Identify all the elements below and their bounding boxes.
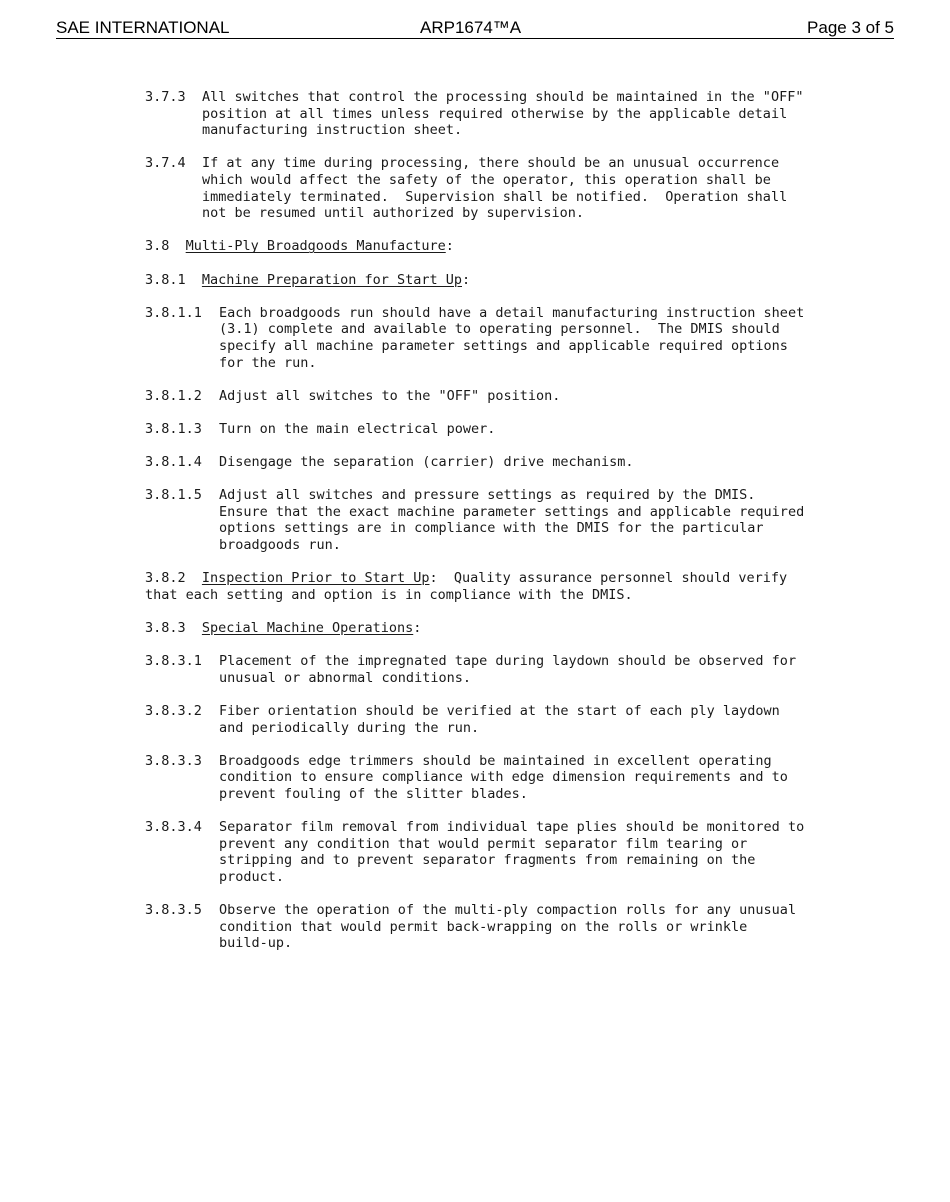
section-text: : [413, 620, 422, 636]
page-header [56, 17, 894, 39]
section-3-8-3-3 [145, 753, 845, 803]
section-3-8 [145, 238, 845, 255]
section-text: Adjust all switches to the "OFF" position. [219, 387, 561, 404]
section-3-8-3-5 [145, 902, 845, 952]
section-text: Each broadgoods run should have a detail manufacturing instruction sheet (3.1) complete and available to operating personnel. The DMIS should specify all machine parameter settings and applicable required options for the run. [219, 304, 805, 371]
section-number: 3.8 [145, 238, 170, 255]
section-number: 3.8.3.3 [145, 752, 202, 769]
section-3-8-1-5 [145, 487, 845, 553]
section-3-8-3-2 [145, 703, 845, 736]
section-number: 3.8.2 [145, 570, 186, 587]
section-3-7-4 [145, 155, 845, 221]
section-number: 3.8.1.3 [145, 420, 202, 437]
section-3-8-1-4 [145, 454, 845, 471]
section-number: 3.8.3.2 [145, 702, 202, 719]
section-number: 3.8.3.4 [145, 819, 202, 836]
document-body [145, 89, 845, 968]
header-organization: SAE INTERNATIONAL [56, 18, 230, 37]
section-text: Adjust all switches and pressure settings as required by the DMIS. Ensure that the exact machine parameter settings and applicable required options settings are in compliance with the DMIS for the particular broadgoods run. [219, 487, 805, 554]
section-number: 3.8.3.1 [145, 653, 202, 670]
section-3-8-3 [145, 620, 845, 637]
section-heading: Multi-Ply Broadgoods Manufacture [185, 238, 446, 255]
section-3-8-1-1 [145, 305, 845, 371]
section-3-7-3 [145, 89, 845, 139]
section-3-8-3-1 [145, 653, 845, 686]
section-number: 3.8.1 [145, 271, 186, 288]
section-heading: Special Machine Operations [201, 620, 414, 636]
section-text: Separator film removal from individual tape plies should be monitored to prevent any condition that would permit separator film tearing or stripping and to prevent separator fragments from remaining on the product. [219, 819, 805, 885]
section-text: Fiber orientation should be verified at the start of each ply laydown and periodically during the run. [219, 702, 780, 736]
section-text: If at any time during processing, there should be an unusual occurrence which would affect the safety of the operator, this operation shall be immediately terminated. Supervision shall be notified. Operation shall not be resumed until authorized by supervision. [202, 155, 788, 222]
section-3-8-1-3 [145, 421, 845, 438]
section-3-8-2 [145, 570, 845, 603]
section-number: 3.7.4 [145, 155, 186, 172]
section-number: 3.7.3 [145, 89, 186, 105]
section-text: Placement of the impregnated tape during laydown should be observed for unusual or abnormal conditions. [219, 653, 797, 686]
section-text: : [462, 271, 471, 288]
section-text: Broadgoods edge trimmers should be maintained in excellent operating condition to ensure compliance with edge dimension requirements and to prevent fouling of the slitter blades. [219, 752, 788, 802]
section-text: : [445, 238, 454, 255]
header-document-id: ARP1674™A [420, 18, 522, 37]
section-text: : Quality assurance personnel should verify that each setting and option is in compliance with the DMIS. [145, 570, 788, 603]
section-3-8-1 [145, 272, 845, 289]
section-number: 3.8.1.2 [145, 387, 202, 404]
section-3-8-1-2 [145, 388, 845, 405]
section-number: 3.8.1.4 [145, 454, 202, 471]
section-3-8-3-4 [145, 819, 845, 885]
section-number: 3.8.3 [145, 620, 186, 636]
section-text: Turn on the main electrical power. [219, 420, 496, 437]
header-page-number: Page 3 of 5 [807, 18, 894, 37]
section-text: All switches that control the processing should be maintained in the "OFF" position at all times unless required otherwise by the applicable detail manufacturing instruction sheet. [202, 89, 804, 139]
section-number: 3.8.1.1 [145, 304, 202, 321]
section-heading: Machine Preparation for Start Up [201, 271, 462, 288]
section-number: 3.8.3.5 [145, 902, 202, 919]
section-number: 3.8.1.5 [145, 487, 202, 504]
section-text: Disengage the separation (carrier) drive mechanism. [219, 454, 634, 471]
section-text: Observe the operation of the multi-ply compaction rolls for any unusual condition that would permit back-wrapping on the rolls or wrinkle build-up. [219, 902, 797, 952]
section-heading: Inspection Prior to Start Up [201, 570, 430, 587]
